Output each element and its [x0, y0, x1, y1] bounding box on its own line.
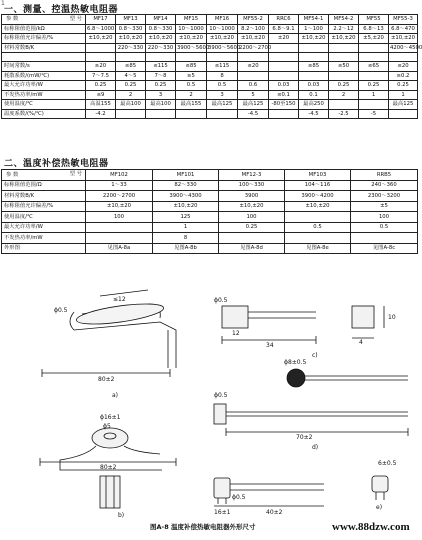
table-cell: 3900 — [219, 191, 285, 202]
figure-e-drawing — [214, 476, 388, 506]
label-c: c) — [312, 352, 318, 359]
t1-model-header: MF14 — [146, 15, 176, 25]
table-cell: 最高125 — [207, 100, 238, 110]
table-cell: 最高100 — [146, 100, 176, 110]
table-cell: ±10,±20 — [207, 34, 238, 44]
t2-model-header: MF101 — [153, 170, 219, 181]
table-cell: 0.25 — [329, 81, 359, 91]
table-cell: 0.25 — [86, 81, 116, 91]
t1-model-header: MF55 — [359, 15, 389, 25]
table-cell: ±5 — [351, 201, 418, 212]
table-cell: 100～330 — [219, 180, 285, 191]
dim-b-dia5: ϕ5 — [103, 423, 111, 430]
table-cell: -4.5 — [299, 109, 329, 119]
t1-model-header: MF54-2 — [329, 15, 359, 25]
table-cell: ≤20 — [389, 62, 418, 72]
table-cell: ≤115 — [207, 62, 238, 72]
table-cell: 8.2～100 — [238, 24, 269, 34]
dim-c-4: 4 — [359, 339, 363, 346]
t2-model-header: MF103 — [285, 170, 351, 181]
dim-c-diameter: ϕ0.5 — [214, 297, 228, 304]
table-cell: ≥5 — [176, 71, 207, 81]
table-cell: ±20 — [269, 34, 299, 44]
table-cell: ±10,±20 — [146, 34, 176, 44]
dim-d-diameter2: ϕ0.5 — [214, 392, 228, 399]
t1-model-header: MF54-1 — [299, 15, 329, 25]
dim-e-16: 16±1 — [214, 509, 231, 516]
row-label: 不发热功率/mW — [2, 90, 86, 100]
table-cell: 最高100 — [116, 100, 146, 110]
table-cell: 见图A-8d — [219, 243, 285, 254]
table-cell: ±10,±20 — [238, 34, 269, 44]
dim-d-70: 70±2 — [296, 434, 313, 441]
table-cell: 见图A-8a — [86, 243, 153, 254]
table-cell: 2200～2700 — [86, 191, 153, 202]
table-cell: 8 — [153, 233, 219, 244]
row-label: 时间常数/s — [2, 62, 86, 72]
dim-a-length: ≤12 — [113, 296, 126, 303]
table-cell: 4～5 — [116, 71, 146, 81]
table-cell: 10～1000 — [176, 24, 207, 34]
table-cell: 最高125 — [389, 100, 418, 110]
dim-c-12: 12 — [232, 330, 240, 337]
table-cell: 100 — [351, 212, 418, 223]
table-cell: ±10,±20 — [329, 34, 359, 44]
table-cell: ≤115 — [146, 62, 176, 72]
table-cell: 2 — [116, 90, 146, 100]
table-cell: ≥20 — [86, 62, 116, 72]
table-cell: 1 — [359, 90, 389, 100]
table-cell: 0.5 — [351, 222, 418, 233]
row-label: 不发热功率/mW — [2, 233, 86, 244]
table-cell: 最高155 — [176, 100, 207, 110]
table-cell: 1 — [153, 222, 219, 233]
label-d: d) — [312, 444, 319, 451]
table-cell: 见图A-8e — [285, 243, 351, 254]
dim-e-dia: ϕ0.5 — [232, 494, 246, 501]
table-cell: 见图A-8c — [351, 243, 418, 254]
table-cell: 5 — [238, 90, 269, 100]
figure-a-drawing — [42, 290, 176, 377]
row-label: 耗散系数/(mW/℃) — [2, 71, 86, 81]
table-cell: 6.8～9.1 — [269, 24, 299, 34]
table-cell: 10～1000 — [207, 24, 238, 34]
table-cell: 6.8～470 — [389, 24, 418, 34]
t1-model-header: MF55-3 — [389, 15, 418, 25]
table-cell: 240～360 — [351, 180, 418, 191]
table-cell: 1～100 — [299, 24, 329, 34]
table-cell: 4200～4500 — [390, 44, 422, 51]
dim-a-total: 80±2 — [98, 376, 115, 383]
table-cell: 2 — [176, 90, 207, 100]
label-e: e) — [376, 504, 383, 511]
table-cell: 6.8～13 — [359, 24, 389, 34]
table-cell: -80至150 — [269, 100, 299, 110]
row-label: 温度系数/(%/℃) — [2, 109, 86, 119]
table-cell: 见图A-8b — [153, 243, 219, 254]
t1-model-header: MF16 — [207, 15, 238, 25]
row-label: 最大允许功率/W — [2, 222, 86, 233]
table-cell: 100 — [86, 212, 153, 223]
header-param-label: 参 数 — [6, 172, 19, 178]
table-cell: 0.25 — [389, 81, 418, 91]
table-cell: ±10,±20 — [116, 34, 146, 44]
table-cell: 2200～2700 — [239, 44, 272, 51]
t1-model-header: MF13 — [116, 15, 146, 25]
dim-c-10: 10 — [388, 314, 396, 321]
table-cell: 0.8～330 — [146, 24, 176, 34]
table-cell: ≤20 — [238, 62, 269, 72]
table-cell: 1～33 — [86, 180, 153, 191]
table-cell: -4.5 — [238, 109, 269, 119]
dim-b-dia16: ϕ16±1 — [100, 414, 121, 421]
dim-a-diameter: ϕ0.5 — [54, 307, 68, 314]
row-label: 使用温度/℃ — [2, 100, 86, 110]
table-cell: 220～330 — [146, 43, 176, 53]
dim-d-diameter: ϕ8±0.5 — [284, 359, 307, 366]
t1-model-header: MF15 — [176, 15, 207, 25]
table-cell: ±10,±20 — [86, 201, 153, 212]
table-cell: 2300～3200 — [351, 191, 418, 202]
dim-c-34: 34 — [266, 342, 274, 349]
row-label: 标称阻值范围/kΩ — [2, 24, 86, 34]
table-cell: ≤9 — [86, 90, 116, 100]
table-cell: 0.03 — [299, 81, 329, 91]
table-cell: 2 — [329, 90, 359, 100]
table-cell: ±5,±20 — [359, 34, 389, 44]
table-cell: 0.25 — [219, 222, 285, 233]
table-cell: -5 — [359, 109, 389, 119]
table-cell: 100 — [219, 212, 285, 223]
row-label: 标称阻值允许偏差/% — [2, 201, 86, 212]
table-cell: 0.25 — [146, 81, 176, 91]
row-label: 最大允许功率/W — [2, 81, 86, 91]
section2-title: 二、温度补偿热敏电阻器 — [4, 159, 109, 169]
table-cell: 7～7.5 — [86, 71, 116, 81]
header-type-label: 型 号 — [69, 16, 82, 22]
table-cell: 0.1 — [299, 90, 329, 100]
table-cell: 8 — [207, 71, 238, 81]
header-type-label: 型 号 — [69, 171, 82, 177]
table-cell: 3900～5600 — [177, 44, 210, 51]
table-cell: 220～330 — [116, 43, 146, 53]
label-b: b) — [118, 512, 125, 519]
table-cell: 最高125 — [238, 100, 269, 110]
section1-title: 一、测量、控温热敏电阻器 — [4, 5, 119, 15]
table-cell: 0.5 — [176, 81, 207, 91]
table-cell: 0.25 — [359, 81, 389, 91]
table-cell: 104～116 — [285, 180, 351, 191]
figure-d-drawing — [214, 369, 408, 436]
t2-model-header: RRB5 — [351, 170, 418, 181]
t1-model-header: RRC6 — [269, 15, 299, 25]
label-a: a) — [112, 392, 119, 399]
table-cell: ≤65 — [359, 62, 389, 72]
table-cell: 高温155 — [86, 100, 116, 110]
table-cell: 0.5 — [285, 222, 351, 233]
table-cell: 2.2～12 — [329, 24, 359, 34]
t1-model-header: MF55-2 — [238, 15, 269, 25]
table-cell: 0.03 — [269, 81, 299, 91]
table-cell: 7～8 — [146, 71, 176, 81]
table-cell: ±10,±20 — [219, 201, 285, 212]
table-cell: 6.8～1000 — [87, 25, 115, 32]
t2-model-header: MF102 — [86, 170, 153, 181]
table-cell: 1 — [389, 90, 418, 100]
table-cell: 0.5 — [207, 81, 238, 91]
table-cell: ±10,±20 — [285, 201, 351, 212]
corner-mark: 1 — [1, 0, 5, 7]
table-cell: 125 — [153, 212, 219, 223]
table-cell: 最高250 — [299, 100, 329, 110]
table-cell: 82～330 — [153, 180, 219, 191]
table-cell: 3 — [146, 90, 176, 100]
t2-model-header: MF12-3 — [219, 170, 285, 181]
table-cell: ≤50 — [329, 62, 359, 72]
row-label: 标称阻值范围/Ω — [2, 180, 86, 191]
dim-b-80: 80±2 — [100, 464, 117, 471]
dim-e-6: 6±0.5 — [378, 460, 397, 467]
figure-caption: 图A-8 温度补偿热敏电阻器外形尺寸 — [150, 523, 256, 531]
table-cell: ≤85 — [176, 62, 207, 72]
row-label: 标称阻值允许偏差/% — [2, 34, 86, 44]
table-cell: ±10,±20 — [176, 34, 207, 44]
table-cell: 3900～4200 — [285, 191, 351, 202]
table-cell: ≤0.1 — [269, 90, 299, 100]
table-cell: ≤85 — [299, 62, 329, 72]
row-label: 使用温度/℃ — [2, 212, 86, 223]
dim-e-40: 40±2 — [266, 509, 283, 516]
table-cell: 0.6 — [238, 81, 269, 91]
header-param-label: 参 数 — [6, 16, 19, 22]
table-cell: ±10,±20 — [299, 34, 329, 44]
table-cell: 0.25 — [116, 81, 146, 91]
table-cell: ±10,±20 — [86, 34, 116, 44]
row-label: 材料常数B/K — [2, 43, 86, 53]
t1-model-header: MF17 — [86, 15, 116, 25]
watermark-url: www.88dzw.com — [332, 521, 410, 533]
table-cell: -4.2 — [86, 109, 116, 119]
table-cell: 0.8～330 — [116, 24, 146, 34]
table-cell: 3900～4300 — [153, 191, 219, 202]
row-label: 外形图 — [2, 243, 86, 254]
table-cell: ±10,±20 — [389, 34, 418, 44]
table-cell: 3900～5600 — [208, 44, 241, 51]
table-cell: ≤85 — [116, 62, 146, 72]
row-label: 材料常数B/K — [2, 191, 86, 202]
table-cell: ≥0.2 — [389, 71, 418, 81]
table-cell: -2.5 — [329, 109, 359, 119]
table-cell: ±10,±20 — [153, 201, 219, 212]
table-cell: 3 — [207, 90, 238, 100]
